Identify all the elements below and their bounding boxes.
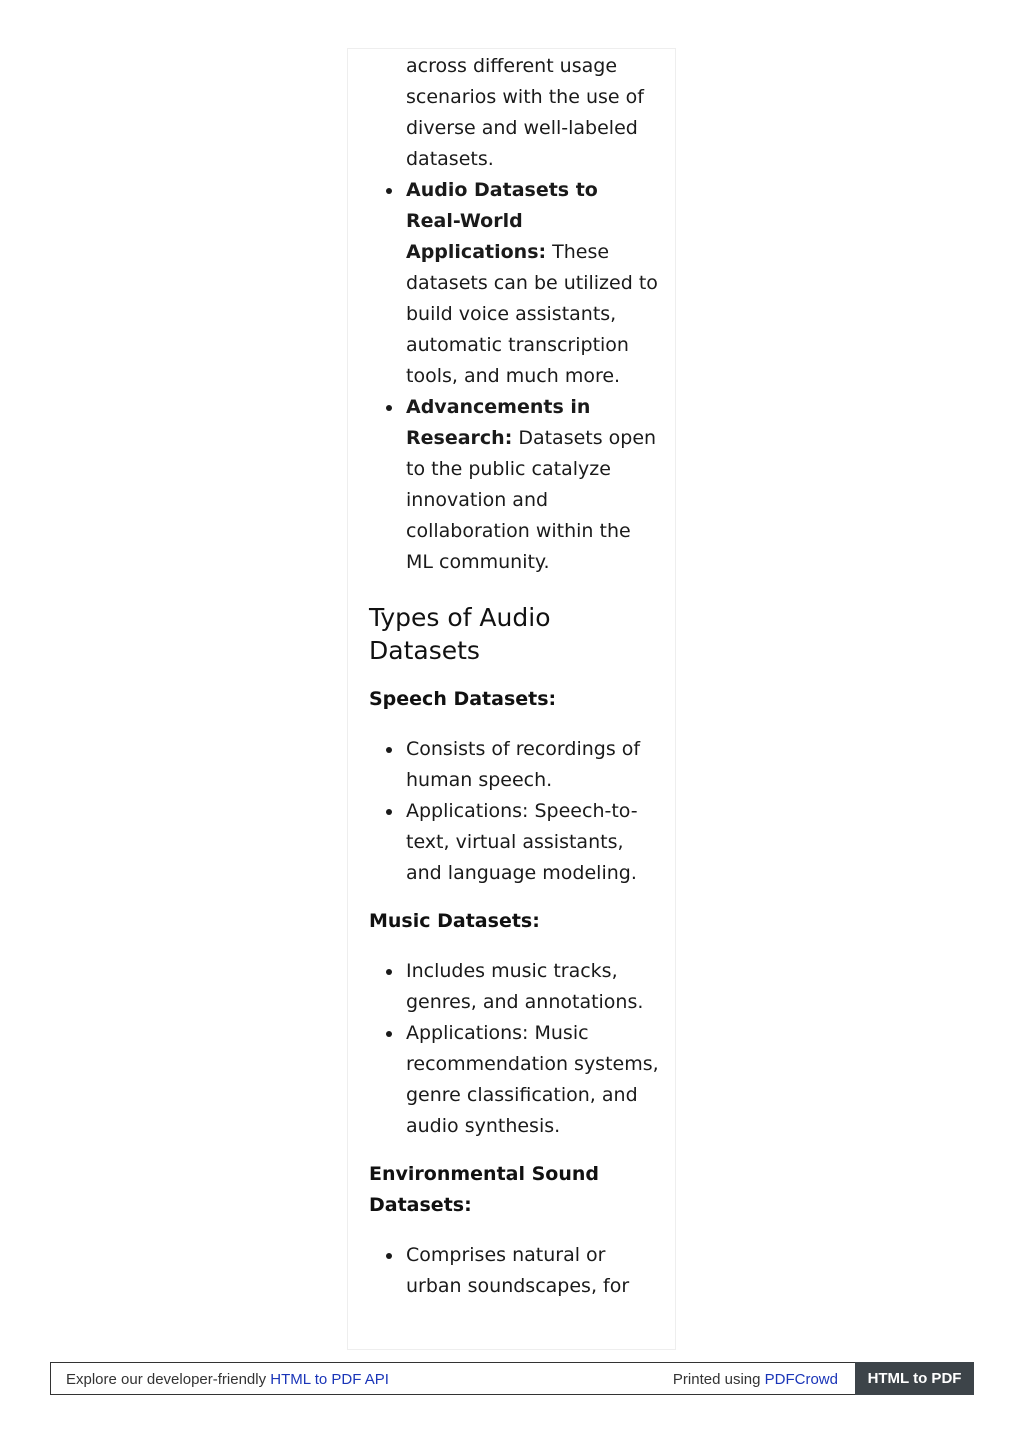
list-item: Includes music tracks, genres, and annotations.	[406, 956, 659, 1018]
environmental-list	[369, 1240, 659, 1302]
section-heading: Types of Audio Datasets	[369, 603, 551, 665]
music-list	[369, 956, 659, 1142]
list-item: Comprises natural or urban soundscapes, for	[406, 1240, 659, 1302]
list-item-bold: Audio Datasets to Real-World Applications:	[406, 179, 598, 263]
article-content	[369, 49, 659, 1302]
footer-explore-text: Explore our developer-friendly	[66, 1371, 271, 1388]
subsection-heading-environmental: Environmental Sound Datasets:	[369, 1163, 599, 1216]
html-to-pdf-button[interactable]: HTML to PDF	[855, 1362, 974, 1395]
list-item-text: These datasets can be utilized to build voice assistants, automatic transcription tools, and much more.	[406, 241, 658, 387]
footer-printed	[673, 1371, 838, 1388]
list-item: Applications: Speech-to-text, virtual assistants, and language modeling.	[406, 796, 659, 889]
list-item	[406, 175, 659, 392]
list-item	[406, 51, 659, 175]
footer-explore	[66, 1371, 389, 1388]
list-item: Applications: Music recommendation systems, genre classification, and audio synthesis.	[406, 1018, 659, 1142]
list-item-text: Datasets open to the public catalyze innovation and collaboration within the ML community.	[406, 427, 657, 573]
list-item: Consists of recordings of human speech.	[406, 734, 659, 796]
footer-printed-text: Printed using	[672, 1371, 765, 1388]
article-column	[347, 48, 676, 1350]
list-item	[406, 392, 659, 578]
html-to-pdf-api-link[interactable]: HTML to PDF API	[270, 1371, 389, 1388]
speech-list	[369, 734, 659, 889]
subsection-heading-music: Music Datasets:	[369, 910, 540, 932]
list-item-text: across different usage scenarios with the use of diverse and well-labeled datasets.	[406, 55, 644, 170]
pdfcrowd-link[interactable]: PDFCrowd	[764, 1371, 838, 1388]
list-item-bold: Advancements in Research:	[406, 396, 591, 449]
benefits-list	[369, 51, 659, 578]
pdf-footer-bar	[50, 1362, 974, 1395]
subsection-heading-speech: Speech Datasets:	[369, 688, 557, 710]
